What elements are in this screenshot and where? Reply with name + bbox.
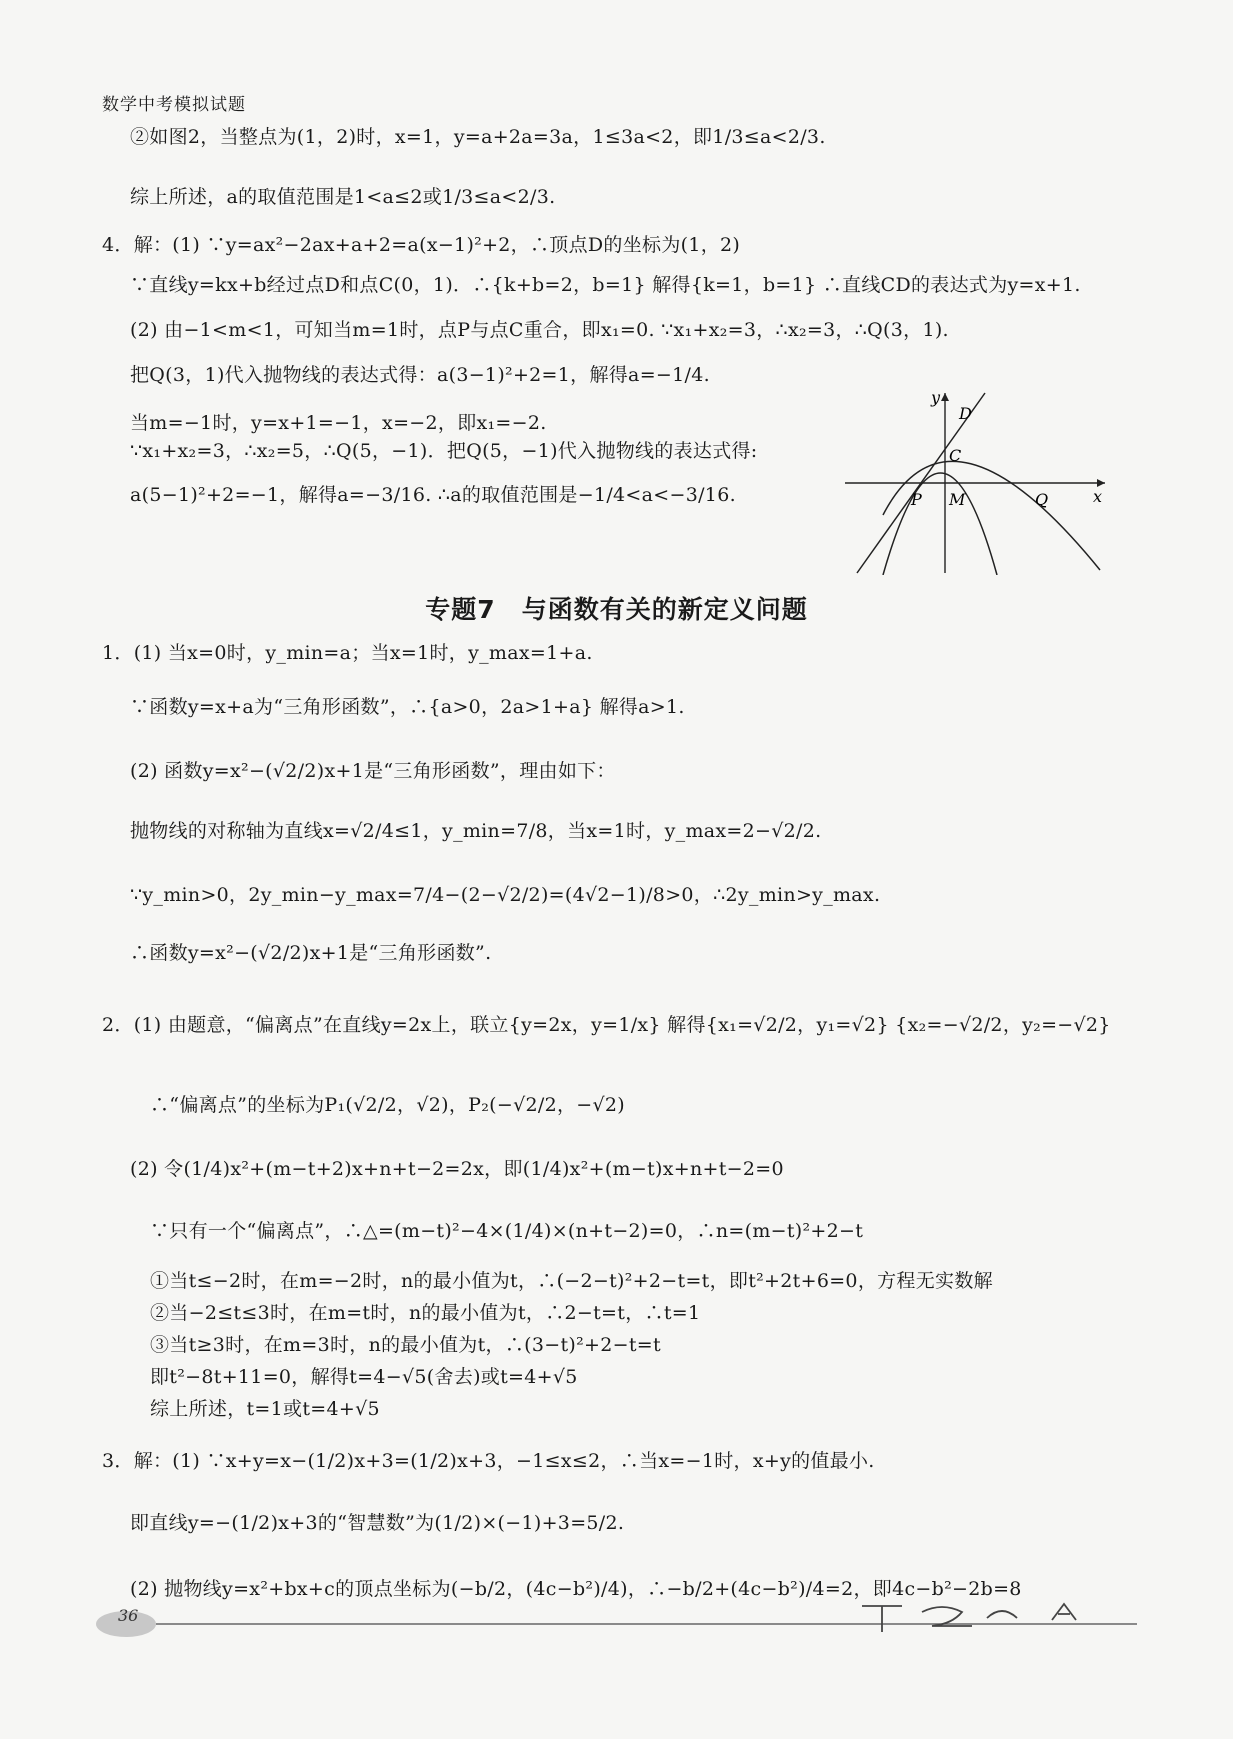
text-line: 当m=−1时，y=x+1=−1，x=−2，即x₁=−2. <box>130 412 547 434</box>
text-line: 即t²−8t+11=0，解得t=4−√5(舍去)或t=4+√5 <box>150 1366 578 1388</box>
label-m: M <box>949 490 966 509</box>
text-line: ∵x₁+x₂=3，∴x₂=5，∴Q(5，−1)．把Q(5，−1)代入抛物线的表达式得: <box>130 440 758 462</box>
text-line: (2) 抛物线y=x²+bx+c的顶点坐标为(−b/2，(4c−b²)/4)，∴−b/2+(4c−b²)/4=2，即4c−b²−2b=8 <box>130 1578 1022 1600</box>
text-line: ∴函数y=x²−(√2/2)x+1是“三角形函数”. <box>130 942 492 964</box>
text-line: ②当−2≤t≤3时，在m=t时，n的最小值为t，∴2−t=t，∴t=1 <box>150 1302 701 1324</box>
text-line: ②如图2，当整点为(1，2)时，x=1，y=a+2a=3a，1≤3a<2，即1/3≤a<2/3. <box>130 126 826 148</box>
text-line: (2) 函数y=x²−(√2/2)x+1是“三角形函数”，理由如下： <box>130 760 616 782</box>
text-line: 综上所述，a的取值范围是1<a≤2或1/3≤a<2/3. <box>130 186 556 208</box>
text-line: 综上所述，t=1或t=4+√5 <box>150 1398 380 1420</box>
label-x: x <box>1093 487 1103 506</box>
running-header: 数学中考模拟试题 <box>102 95 246 115</box>
x-axis-arrow <box>1097 479 1105 487</box>
text-line: ∵只有一个“偏离点”，∴△=(m−t)²−4×(1/4)×(n+t−2)=0，∴n=(m−t)²+2−t <box>150 1220 864 1242</box>
text-line: ①当t≤−2时，在m=−2时，n的最小值为t，∴(−2−t)²+2−t=t，即t²+2t+6=0，方程无实数解 <box>150 1270 993 1292</box>
label-q: Q <box>1035 490 1049 509</box>
label-c: C <box>949 446 962 465</box>
text-line: ∴“偏离点”的坐标为P₁(√2/2，√2)，P₂(−√2/2，−√2) <box>150 1094 625 1116</box>
text-line: 3．解：(1) ∵x+y=x−(1/2)x+3=(1/2)x+3，−1≤x≤2，∴当x=−1时，x+y的值最小. <box>102 1450 875 1472</box>
text-line: (2) 令(1/4)x²+(m−t+2)x+n+t−2=2x，即(1/4)x²+(m−t)x+n+t−2=0 <box>130 1158 784 1180</box>
text-line: (2) 由−1<m<1，可知当m=1时，点P与点C重合，即x₁=0. ∵x₁+x₂=3，∴x₂=3，∴Q(3，1). <box>130 319 949 341</box>
text-line: a(5−1)²+2=−1，解得a=−3/16. ∴a的取值范围是−1/4<a<−3/16. <box>130 484 736 506</box>
text-line: ③当t≥3时，在m=3时，n的最小值为t，∴(3−t)²+2−t=t <box>150 1334 661 1356</box>
y-axis-arrow <box>941 393 949 401</box>
label-y: y <box>931 388 941 407</box>
text-line: ∵函数y=x+a为“三角形函数”，∴{a>0，2a>1+a} 解得a>1. <box>130 696 685 718</box>
text-line: 4．解：(1) ∵y=ax²−2ax+a+2=a(x−1)²+2，∴顶点D的坐标为(1，2) <box>102 234 741 256</box>
label-p: P <box>911 490 922 509</box>
text-line: ∵直线y=kx+b经过点D和点C(0，1)．∴{k+b=2，b=1} 解得{k=1，b=1} ∴直线CD的表达式为y=x+1. <box>130 274 1081 296</box>
footer-ornament-icon <box>862 1604 1076 1632</box>
text-line: 1．(1) 当x=0时，y_min=a；当x=1时，y_max=1+a. <box>102 642 593 664</box>
text-line: 2．(1) 由题意，“偏离点”在直线y=2x上，联立{y=2x，y=1/x} 解得{x₁=√2/2，y₁=√2} {x₂=−√2/2，y₂=−√2} <box>102 1014 1111 1036</box>
text-line: 即直线y=−(1/2)x+3的“智慧数”为(1/2)×(−1)+3=5/2. <box>130 1512 625 1534</box>
text-line: 抛物线的对称轴为直线x=√2/4≤1，y_min=7/8，当x=1时，y_max=2−√2/2. <box>130 820 822 842</box>
label-d: D <box>959 404 972 423</box>
parabola-figure <box>835 385 1115 575</box>
page-number: 36 <box>118 1606 139 1625</box>
text-line: ∵y_min>0，2y_min−y_max=7/4−(2−√2/2)=(4√2−1)/8>0，∴2y_min>y_max. <box>130 884 881 906</box>
text-line: 把Q(3，1)代入抛物线的表达式得：a(3−1)²+2=1，解得a=−1/4. <box>130 364 710 386</box>
footer-decoration <box>92 1598 1142 1648</box>
section-title: 专题7 与函数有关的新定义问题 <box>425 595 808 624</box>
